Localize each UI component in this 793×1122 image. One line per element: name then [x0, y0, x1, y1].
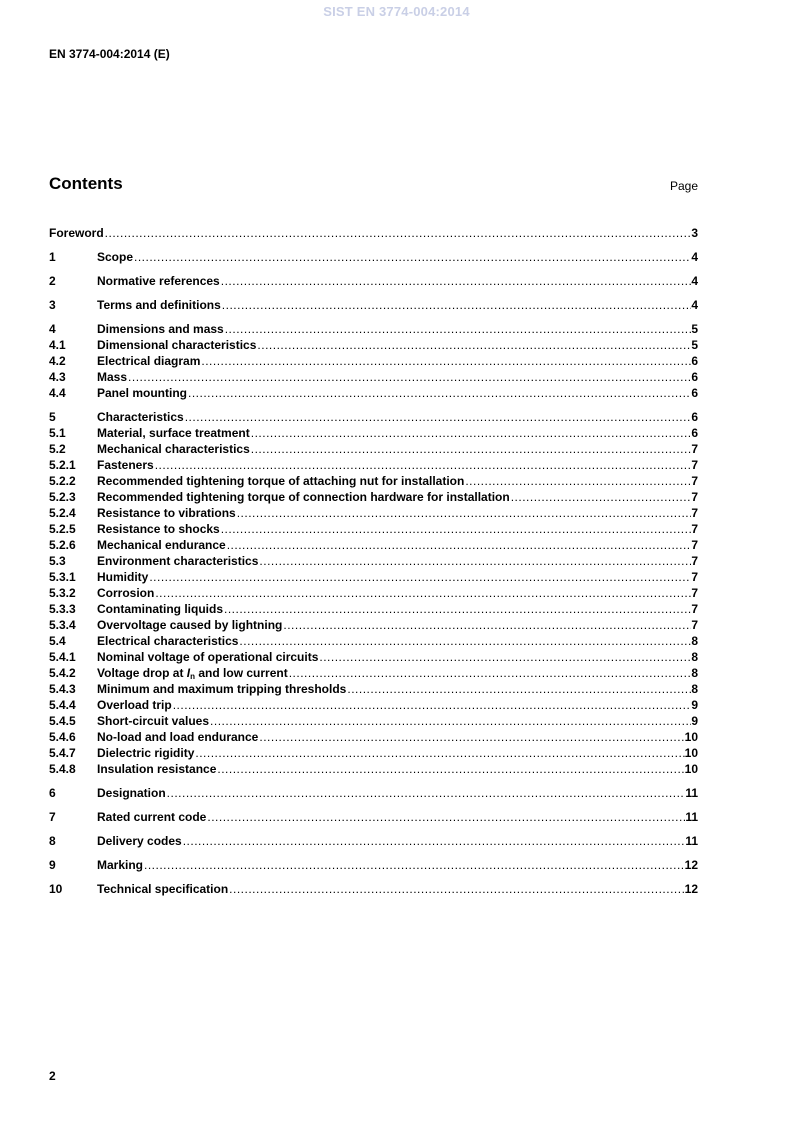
toc-entry[interactable]	[49, 489, 698, 505]
toc-entry-page: 5	[691, 338, 698, 352]
toc-entry[interactable]	[49, 537, 698, 553]
toc-entry-number: 5.1	[49, 426, 66, 440]
toc-entry-title: Designation	[97, 786, 166, 800]
toc-entry-page: 7	[691, 618, 698, 632]
toc-entry-number: 10	[49, 882, 63, 896]
toc-entry-number: 2	[49, 274, 56, 288]
toc-entry-title: Recommended tightening torque of attaching nut for installation	[97, 474, 465, 488]
toc-entry-page: 7	[691, 442, 698, 456]
dot-leader	[200, 353, 691, 369]
toc-entry[interactable]	[49, 297, 698, 313]
toc-entry-page: 7	[691, 570, 698, 584]
toc-entry[interactable]	[49, 425, 698, 441]
page-column-label: Page	[669, 179, 698, 193]
toc-entry-title: Electrical diagram	[97, 354, 201, 368]
toc-entry-page: 9	[691, 698, 698, 712]
toc-entry-title: Characteristics	[97, 410, 184, 424]
toc-entry-title-start: Voltage drop at	[97, 666, 187, 680]
toc-entry[interactable]	[49, 385, 698, 401]
toc-entry[interactable]	[49, 225, 698, 241]
toc-entry-number: 5.4.4	[49, 698, 76, 712]
dot-leader	[206, 809, 685, 825]
toc-entry-title-end: and low current	[195, 666, 288, 680]
toc-entry-page: 6	[691, 410, 698, 424]
toc-entry-page: 12	[684, 858, 698, 872]
toc-entry-page: 10	[684, 746, 698, 760]
watermark: SIST EN 3774-004:2014	[323, 4, 470, 19]
toc-entry-title: Contaminating liquids	[97, 602, 223, 616]
toc-entry-page: 4	[691, 274, 698, 288]
toc-entry-page: 7	[691, 506, 698, 520]
toc-entry-page: 10	[684, 762, 698, 776]
toc-entry[interactable]	[49, 833, 698, 849]
toc-entry[interactable]	[49, 697, 698, 713]
toc-entry[interactable]	[49, 457, 698, 473]
toc-entry-title: Fasteners	[97, 458, 154, 472]
toc-entry-title: Rated current code	[97, 810, 207, 824]
toc-entry-page: 11	[685, 834, 698, 848]
toc-entry[interactable]	[49, 857, 698, 873]
toc-entry-page: 7	[691, 458, 698, 472]
toc-entry[interactable]	[49, 473, 698, 489]
dot-leader	[182, 833, 686, 849]
toc-entry-title: Resistance to shocks	[97, 522, 220, 536]
toc-entry-title: Environment characteristics	[97, 554, 259, 568]
dot-leader	[148, 569, 691, 585]
toc-entry-title: Nominal voltage of operational circuits	[97, 650, 319, 664]
toc-entry[interactable]	[49, 745, 698, 761]
toc-entry-page: 4	[691, 250, 698, 264]
toc-entry[interactable]	[49, 761, 698, 777]
toc-entry-number: 5.2.1	[49, 458, 76, 472]
toc-entry-number: 4	[49, 322, 56, 336]
toc-entry[interactable]	[49, 273, 698, 289]
dot-leader	[258, 553, 691, 569]
toc-entry-number: 9	[49, 858, 56, 872]
dot-leader	[224, 321, 692, 337]
dot-leader	[220, 521, 692, 537]
toc-entry[interactable]	[49, 713, 698, 729]
toc-entry-page: 7	[691, 474, 698, 488]
toc-entry-page: 7	[691, 586, 698, 600]
dot-leader	[154, 457, 692, 473]
toc-entry-number: 1	[49, 250, 56, 264]
toc-entry-page: 8	[691, 666, 698, 680]
toc-entry-number: 5.2.5	[49, 522, 76, 536]
toc-entry-page: 10	[684, 730, 698, 744]
toc-entry-title: Resistance to vibrations	[97, 506, 236, 520]
toc-entry-number: 3	[49, 298, 56, 312]
toc-entry-page: 8	[691, 634, 698, 648]
toc-entry-title: Overload trip	[97, 698, 172, 712]
toc-entry-page: 11	[685, 810, 698, 824]
toc-entry-page: 4	[691, 298, 698, 312]
toc-entry-title: Panel mounting	[97, 386, 187, 400]
toc-entry-title: Scope	[97, 250, 134, 264]
toc-entry-title: Minimum and maximum tripping thresholds	[97, 682, 347, 696]
toc-entry-title: Dimensional characteristics	[97, 338, 257, 352]
toc-entry-title: No-load and load endurance	[97, 730, 259, 744]
toc-entry-page: 3	[691, 226, 698, 240]
dot-leader	[256, 337, 691, 353]
toc-entry-page: 7	[691, 602, 698, 616]
toc-entry[interactable]	[49, 553, 698, 569]
toc-entry-number: 5.2.2	[49, 474, 76, 488]
toc-entry-number: 5.2	[49, 442, 66, 456]
toc-entry-page: 7	[691, 522, 698, 536]
toc-entry-number: 4.3	[49, 370, 66, 384]
toc-entry-page: 9	[691, 714, 698, 728]
toc-entry-page: 12	[684, 882, 698, 896]
toc-entry[interactable]	[49, 601, 698, 617]
dot-leader	[127, 369, 691, 385]
dot-leader	[220, 273, 692, 289]
dot-leader	[172, 697, 692, 713]
toc-entry-page: 7	[691, 554, 698, 568]
toc-entry-number: 5.3.4	[49, 618, 76, 632]
dot-leader	[221, 297, 692, 313]
toc-entry-number: 4.4	[49, 386, 66, 400]
toc-entry-title: Humidity	[97, 570, 149, 584]
toc-entry-number: 5.4.3	[49, 682, 76, 696]
dot-leader	[209, 713, 691, 729]
dot-leader	[258, 729, 684, 745]
toc-entry-title: Normative references	[97, 274, 220, 288]
toc-entry[interactable]	[49, 633, 698, 649]
toc-entry-title: Short-circuit values	[97, 714, 210, 728]
toc-entry[interactable]	[49, 785, 698, 801]
toc-entry-page: 8	[691, 682, 698, 696]
dot-leader	[104, 225, 692, 241]
toc-entry-title	[97, 665, 288, 681]
toc-entry-title: Technical specification	[97, 882, 229, 896]
current-subscript: n	[190, 672, 196, 681]
toc-entry-number: 5.4.6	[49, 730, 76, 744]
toc-entry[interactable]	[49, 249, 698, 265]
toc-entry-number: 5.2.4	[49, 506, 76, 520]
toc-entry[interactable]	[49, 881, 698, 897]
toc-entry-number: 5.3	[49, 554, 66, 568]
toc-entry-page: 7	[691, 490, 698, 504]
toc-entry-page: 7	[691, 538, 698, 552]
toc-entry-title: Material, surface treatment	[97, 426, 250, 440]
toc-entry[interactable]	[49, 665, 698, 681]
toc-entry[interactable]	[49, 505, 698, 521]
toc-entry-title: Dimensions and mass	[97, 322, 224, 336]
toc-entry[interactable]	[49, 337, 698, 353]
current-symbol: I	[186, 666, 191, 680]
toc-entry-number: 5	[49, 410, 56, 424]
toc-entry-title: Marking	[97, 858, 144, 872]
dot-leader	[346, 681, 691, 697]
dot-leader	[223, 601, 691, 617]
toc-entry-page: 6	[691, 426, 698, 440]
toc-entry[interactable]	[49, 409, 698, 425]
toc-entry-number: 5.3.1	[49, 570, 76, 584]
toc-entry-number: 8	[49, 834, 56, 848]
toc-entry-title: Delivery codes	[97, 834, 182, 848]
dot-leader	[250, 441, 692, 457]
toc-entry-number: 5.2.3	[49, 490, 76, 504]
dot-leader	[133, 249, 691, 265]
dot-leader	[143, 857, 685, 873]
toc-entry[interactable]	[49, 321, 698, 337]
toc-entry-title: Mechanical endurance	[97, 538, 226, 552]
toc-entry-number: 5.4.2	[49, 666, 76, 680]
toc-entry-title: Electrical characteristics	[97, 634, 239, 648]
toc-entry-title: Insulation resistance	[97, 762, 217, 776]
toc-entry[interactable]	[49, 809, 698, 825]
toc-entry[interactable]	[49, 729, 698, 745]
toc-entry-page: 6	[691, 386, 698, 400]
toc-entry[interactable]	[49, 681, 698, 697]
toc-entry[interactable]	[49, 569, 698, 585]
toc-entry-page: 5	[691, 322, 698, 336]
toc-entry-title: Foreword	[49, 226, 104, 240]
toc-entry-title: Corrosion	[97, 586, 155, 600]
table-of-contents	[49, 225, 698, 897]
page-number: 2	[49, 1069, 56, 1083]
toc-entry-page: 11	[685, 786, 698, 800]
dot-leader	[226, 537, 692, 553]
contents-title: Contents	[49, 174, 123, 193]
dot-leader	[318, 649, 691, 665]
toc-entry-title: Mechanical characteristics	[97, 442, 250, 456]
toc-entry[interactable]	[49, 585, 698, 601]
dot-leader	[184, 409, 692, 425]
toc-entry-number: 7	[49, 810, 56, 824]
toc-entry-title: Terms and definitions	[97, 298, 221, 312]
toc-entry-number: 5.2.6	[49, 538, 76, 552]
toc-entry[interactable]	[49, 353, 698, 369]
toc-entry-title: Mass	[97, 370, 128, 384]
dot-leader	[510, 489, 692, 505]
dot-leader	[216, 761, 684, 777]
toc-entry-title: Overvoltage caused by lightning	[97, 618, 283, 632]
toc-entry[interactable]	[49, 369, 698, 385]
dot-leader	[282, 617, 691, 633]
toc-entry[interactable]	[49, 521, 698, 537]
toc-entry-page: 6	[691, 370, 698, 384]
toc-entry[interactable]	[49, 617, 698, 633]
toc-entry-number: 5.4.7	[49, 746, 76, 760]
dot-leader	[238, 633, 691, 649]
toc-entry-title: Dielectric rigidity	[97, 746, 195, 760]
dot-leader	[194, 745, 684, 761]
dot-leader	[250, 425, 692, 441]
dot-leader	[166, 785, 686, 801]
dot-leader	[187, 385, 691, 401]
dot-leader	[154, 585, 691, 601]
dot-leader	[288, 665, 692, 681]
toc-entry-number: 5.3.2	[49, 586, 76, 600]
toc-entry-page: 6	[691, 354, 698, 368]
toc-entry-page: 8	[691, 650, 698, 664]
toc-entry-number: 5.4	[49, 634, 66, 648]
toc-entry[interactable]	[49, 441, 698, 457]
toc-entry[interactable]	[49, 649, 698, 665]
toc-entry-title: Recommended tightening torque of connection hardware for installation	[97, 490, 510, 504]
dot-leader	[228, 881, 684, 897]
toc-entry-number: 5.4.8	[49, 762, 76, 776]
document-id: EN 3774-004:2014 (E)	[49, 47, 170, 61]
toc-entry-number: 5.4.1	[49, 650, 76, 664]
toc-entry-number: 6	[49, 786, 56, 800]
toc-entry-number: 4.1	[49, 338, 66, 352]
toc-entry-number: 4.2	[49, 354, 66, 368]
dot-leader	[236, 505, 692, 521]
toc-entry-number: 5.3.3	[49, 602, 76, 616]
toc-entry-number: 5.4.5	[49, 714, 76, 728]
dot-leader	[464, 473, 691, 489]
